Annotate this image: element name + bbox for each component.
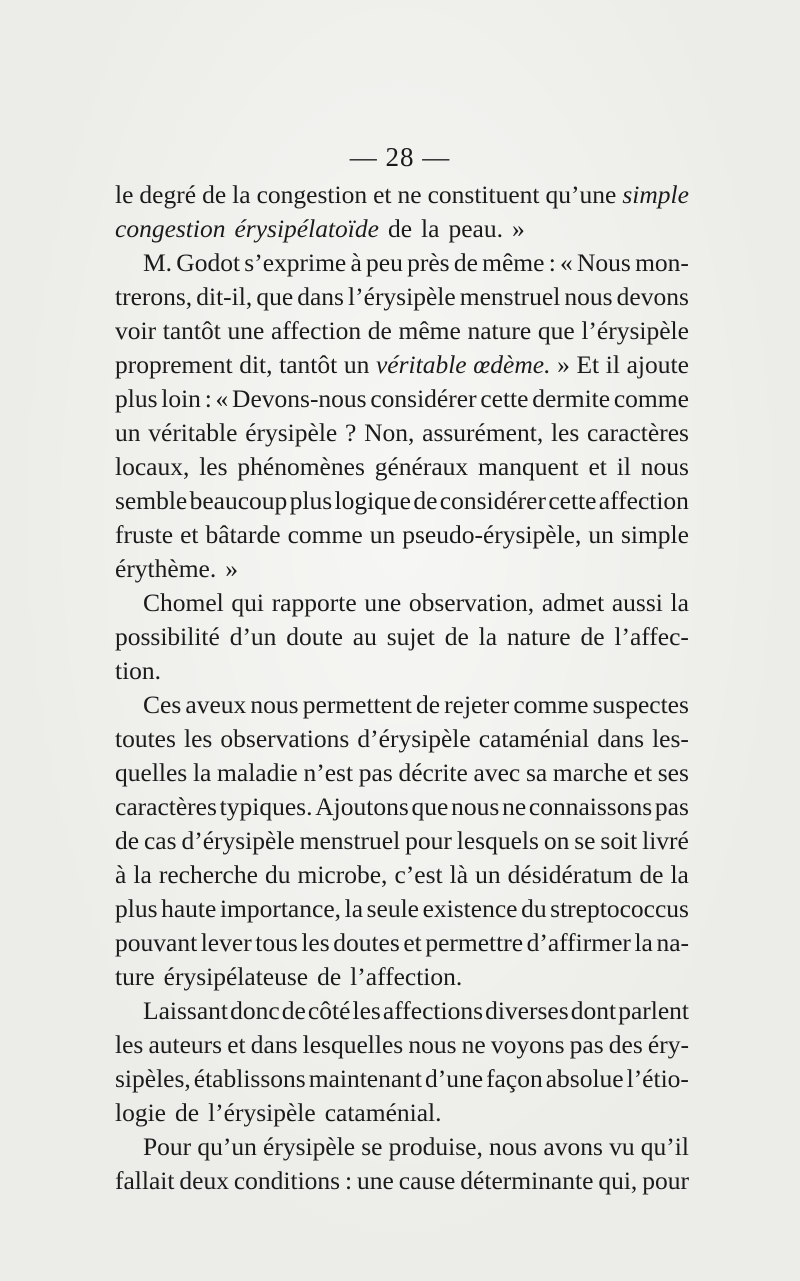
word: dans [297,282,344,311]
word: de [387,214,413,243]
word: l’érysipèle [208,1098,316,1127]
word: la [634,928,653,957]
word: avons [543,1132,603,1161]
word: dans [597,724,645,753]
word: que [537,316,575,345]
word: doutes [333,928,400,957]
word: : [345,1166,353,1195]
text-line [115,450,689,484]
word: s’exprime [244,248,347,277]
word: nature [467,316,532,345]
word: Non, [364,418,415,447]
word: véritable [148,418,238,447]
text-line [115,1028,689,1062]
word: les [301,928,330,957]
word: conditions [233,1166,341,1195]
word: du [521,894,547,923]
word: d’un [229,622,277,651]
word: bâtarde [205,520,281,549]
word: permettent [302,690,412,719]
word: typiques. [219,792,313,821]
word: proprement [115,350,233,379]
word: une [227,316,265,345]
word: la [670,588,689,617]
word: phénomènes [237,452,365,481]
word: et [180,520,199,549]
word: ses [657,758,689,787]
word: constituent [427,180,540,209]
word: logie [115,1098,166,1127]
word: observation, [408,588,535,617]
word: à [350,248,362,277]
word: de [175,1098,200,1127]
word: cataménial [478,724,590,753]
word: de [444,622,469,651]
word: recherche [158,860,258,889]
word: façon [486,1064,543,1093]
text-line [115,518,689,552]
word: dit-il, [196,282,253,311]
word: aveux [185,690,247,719]
text-line [115,926,689,960]
word: pour [642,1166,689,1195]
word: la [478,622,498,651]
word: il [616,452,631,481]
word: caractères [115,792,217,821]
text-line [115,1130,689,1164]
word: de [367,316,392,345]
word: » [557,350,570,379]
word: fruste [115,520,174,549]
word: près [407,248,450,277]
word: côté [307,996,351,1025]
word: auteurs [148,1030,223,1059]
word: d’érysipèle [357,724,471,753]
word: streptococcus [550,894,689,923]
word: pour [405,826,452,855]
word: que [411,792,449,821]
text-line [115,790,689,824]
word: d’érysipèle [181,826,295,855]
word: aussi [611,588,663,617]
word: avec [473,758,521,787]
word: érysipèle [245,418,338,447]
word: na- [656,928,689,957]
word: dit, [239,350,273,379]
word: de [202,180,227,209]
word: menstruel [459,282,561,311]
word: les [199,452,228,481]
word: généraux [374,452,469,481]
word: mon- [635,248,689,277]
word: observations [220,724,350,753]
word: l’étio- [626,1064,689,1093]
word: de [115,826,140,855]
word: considérer [370,384,477,413]
word: rejeter [444,690,510,719]
word: de [415,690,441,719]
word: possibilité [115,622,220,651]
word: importance, [219,894,342,923]
word: vu [609,1132,635,1161]
word: simple [622,180,689,209]
word: pas [569,1030,604,1059]
word: l’affection. [350,962,463,991]
text-line [115,892,689,926]
word: devons [616,282,689,311]
word: à [115,860,127,889]
word: nous [564,282,613,311]
word: Nous [577,248,631,277]
word: établissons [193,1064,306,1093]
word: M. [143,248,173,277]
word: les- [652,724,689,753]
word: l’affec- [614,622,689,651]
word: de [413,486,438,515]
word: connaissons [528,792,653,821]
word: semble [115,486,188,515]
word: tantôt [279,350,338,379]
word: diverses [485,996,569,1025]
word: qui [231,588,265,617]
word: déterminante [460,1166,594,1195]
word: qu’il [640,1132,689,1161]
word: dermite [532,384,611,413]
word: simple [620,520,689,549]
word: l’érysipèle [581,316,689,345]
word: comme [287,520,363,549]
word: sujet [386,622,435,651]
word: les [184,724,213,753]
word: peau. [448,214,503,243]
word: tantôt [162,316,221,345]
word: et [588,452,607,481]
word: là [449,860,469,889]
text-line [115,178,689,212]
word: maladie [217,758,298,787]
word: existence [422,894,518,923]
word: des [608,1030,643,1059]
word: affection [270,316,362,345]
word: comme [613,384,689,413]
word: Et [576,350,600,379]
text-line [115,586,689,620]
word: cas [143,826,177,855]
word: la [192,758,212,787]
word: » [511,214,525,243]
word: sa [525,758,548,787]
word: même [482,248,545,277]
word: parlent [618,996,689,1025]
word: tous [255,928,298,957]
word: éry- [647,1030,689,1059]
word: Godot [176,248,241,277]
word: c’est [394,860,443,889]
word: caractères [587,418,689,447]
word: érysipélateuse [163,962,309,991]
text-line [115,382,689,416]
word: de [453,248,478,277]
page-number: — 28 — [349,142,451,172]
word: manquent [478,452,579,481]
word: érythème. [115,554,217,583]
text-line [115,654,689,688]
text-line [115,1096,689,1130]
word: affection [598,486,689,515]
text-line [115,348,689,382]
word: décrite [398,758,468,787]
word: la [344,894,364,923]
word: la [421,214,440,243]
word: pouvant [115,928,198,957]
word: œdème. [473,350,551,379]
word: lesquels [456,826,539,855]
word: fallait [115,1166,175,1195]
text-line [115,246,689,280]
word: un [115,418,141,447]
word: cause [398,1166,456,1195]
word: plus [289,486,333,515]
word: un [588,520,614,549]
word: du [264,860,291,889]
body-text [115,178,689,1198]
word: au [352,622,377,651]
word: un [475,860,501,889]
word: pseudo-érysipèle, [402,520,582,549]
word: locaux, [115,452,190,481]
word: Devons-nous [232,384,367,413]
text-line [115,994,689,1028]
text-line [115,280,689,314]
word: assurément, [422,418,544,447]
text-line [115,722,689,756]
word: de [281,996,306,1025]
word: dans [250,1030,298,1059]
word: marche [552,758,628,787]
word: nous [451,792,500,821]
word: et [227,1030,246,1059]
word: se [361,1132,383,1161]
word: cette [480,384,529,413]
text-line [115,688,689,722]
word: les [115,1030,144,1059]
text-line [115,1062,689,1096]
word: admet [541,588,605,617]
word: de [317,962,342,991]
word: ne [461,1030,486,1059]
word: on [543,826,570,855]
word: érysipélatoïde [234,214,379,243]
word: les [550,418,580,447]
word: plus [115,894,158,923]
text-line [115,416,689,450]
word: voir [115,316,157,345]
word: beaucoup [189,486,288,515]
word: lever [200,928,252,957]
word: qui, [598,1166,638,1195]
word: peu [366,248,403,277]
word: cette [548,486,597,515]
word: ajoute [626,350,689,379]
word: d’une [425,1064,484,1093]
word: et [633,758,653,787]
word: cataménial. [324,1098,442,1127]
word: degré [139,180,197,209]
word: Chomel [143,588,224,617]
word: seule [366,894,420,923]
word: la [133,860,152,889]
word: considérer [439,486,546,515]
text-line [115,1164,689,1198]
word: nature [506,622,571,651]
word: nous [489,1132,538,1161]
word: comme [513,690,589,719]
word: maintenant [308,1064,422,1093]
word: rapporte [271,588,357,617]
word: logique [334,486,411,515]
word: menstruel [299,826,401,855]
text-line [115,212,689,246]
word: trerons, [115,282,193,311]
text-line [115,552,689,586]
word: la [670,860,689,889]
word: de [639,860,664,889]
word: une [357,1166,394,1195]
word: que [256,282,294,311]
word: Ajoutons [315,792,409,821]
word: et [373,180,392,209]
word: dont [570,996,617,1025]
word: ne [397,180,422,209]
word: lesquelles [302,1030,404,1059]
word: donc [230,996,280,1025]
word: affections [382,996,483,1025]
word: de [580,622,605,651]
word: l’érysipèle [348,282,456,311]
word: la [232,180,251,209]
text-line [115,824,689,858]
word: suspectes [592,690,689,719]
text-line [115,484,689,518]
word: véritable [375,350,467,379]
word: pas [654,792,689,821]
word: congestion [115,214,226,243]
word: un [343,350,370,379]
word: microbe, [297,860,388,889]
text-line [115,756,689,790]
word: d’affirmer [526,928,631,957]
word: voyons [490,1030,565,1059]
word: qu’une [545,180,617,209]
word: : [548,248,556,277]
word: n’est [303,758,354,787]
word: même [398,316,461,345]
word: qu’un [197,1132,257,1161]
word: une [364,588,402,617]
text-line [115,858,689,892]
word: absolue [545,1064,624,1093]
word: loin [161,384,201,413]
word: : [204,384,212,413]
text-line [115,960,689,994]
word: produise, [388,1132,483,1161]
word: se [574,826,596,855]
word: livré [642,826,689,855]
word: « [560,248,573,277]
word: Pour [143,1132,192,1161]
word: il [605,350,620,379]
word: ne [502,792,527,821]
word: désidératum [507,860,633,889]
word: ? [345,418,357,447]
word: congestion [256,180,368,209]
word: et [403,928,422,957]
word: Ces [143,690,182,719]
word: nous [408,1030,457,1059]
word: permettre [425,928,524,957]
word: Laissant [143,996,228,1025]
word: deux [179,1166,229,1195]
word: sipèles, [115,1064,191,1093]
word: érysipèle [263,1132,356,1161]
word: haute [161,894,217,923]
word: quelles [115,758,188,787]
word: les [352,996,381,1025]
word: un [369,520,396,549]
word: le [115,180,134,209]
word: ture [115,962,155,991]
word: nous [250,690,299,719]
word: plus [115,384,158,413]
text-line [115,620,689,654]
text-line [115,314,689,348]
word: « [215,384,229,413]
word: pas [358,758,393,787]
word: soit [600,826,638,855]
word: toutes [115,724,176,753]
word: » [225,554,238,583]
word: tion. [115,656,162,685]
word: nous [640,452,689,481]
word: doute [286,622,343,651]
